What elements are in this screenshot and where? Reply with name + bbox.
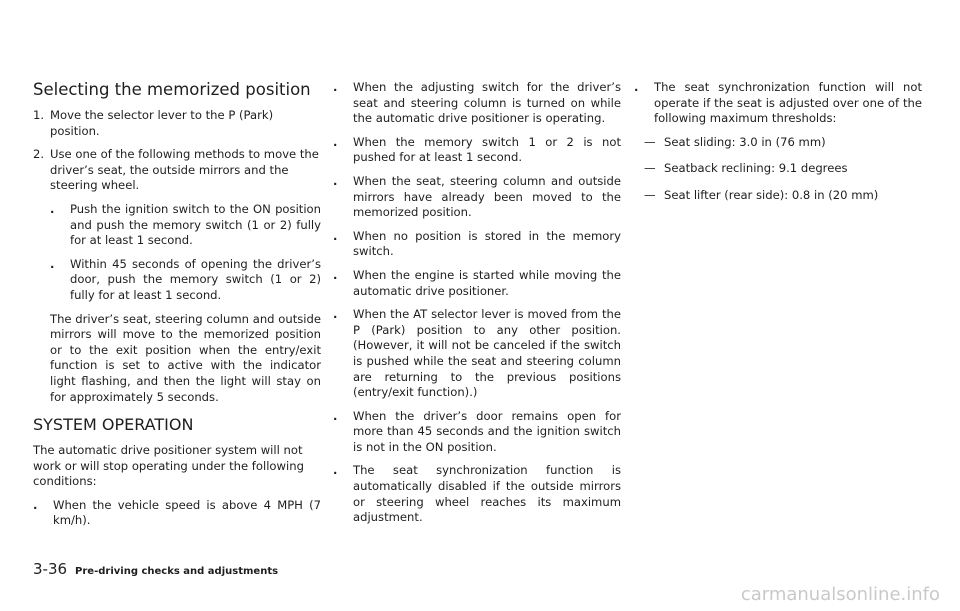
bullet-icon: . (333, 173, 338, 188)
list-item (333, 135, 621, 166)
dash-icon: — (644, 134, 656, 149)
list-item (333, 80, 621, 127)
bullet-icon: . (333, 228, 338, 243)
bullet-icon: . (333, 267, 338, 282)
dash-icon: — (644, 187, 656, 202)
list-item-text: When the engine is started while moving the automatic drive positioner. (353, 267, 621, 298)
step-number: 1. (33, 108, 45, 122)
bullet-icon: . (333, 307, 338, 322)
bullet-icon: . (333, 134, 338, 149)
list-item-text: The seat synchronization function is automatically disabled if the outside mirrors or steering wheel reaches its maximum adjustment. (353, 463, 621, 525)
list-item (333, 229, 621, 260)
threshold-item (644, 161, 922, 177)
step-text: Move the selector lever to the P (Park) position. (50, 108, 274, 138)
list-item-text: When the driver’s door remains open for more than 45 seconds and the ignition switch is not in the ON position. (353, 408, 621, 454)
threshold-text: Seat sliding: 3.0 in (76 mm) (664, 134, 826, 149)
chapter-title: Pre-driving checks and adjustments (75, 566, 279, 577)
section-heading-memorized-position: Selecting the memorized position (33, 80, 311, 99)
step-number: 2. (33, 147, 45, 162)
watermark: carmanualsonline.info (740, 584, 940, 605)
bullet-icon: . (33, 497, 38, 512)
threshold-text: Seatback reclining: 9.1 degrees (664, 161, 848, 176)
list-item-text: When the vehicle speed is above 4 MPH (7 km/h). (53, 497, 321, 528)
threshold-text: Seat lifter (rear side): 0.8 in (20 mm) (664, 187, 879, 202)
threshold-item (644, 135, 922, 151)
list-item (333, 409, 621, 456)
bullet-icon: . (333, 80, 338, 94)
right-column (634, 80, 922, 215)
list-item-text: When no position is stored in the memory switch. (353, 228, 621, 259)
list-item-text: Within 45 seconds of opening the driver’s door, push the memory switch (1 or 2) fully for at least 1 second. (70, 256, 321, 302)
step-text: Use one of the following methods to move the driver’s seat, the outside mirrors and the steering wheel. (50, 147, 319, 193)
left-column (33, 80, 321, 537)
list-item (333, 268, 621, 299)
step-2-methods (50, 202, 321, 304)
step-2 (33, 147, 321, 194)
conditions-intro: The automatic drive positioner system will not work or will stop operating under the following conditions: (33, 443, 304, 489)
bullet-icon: . (333, 408, 338, 423)
dash-icon: — (644, 161, 656, 176)
list-item (333, 174, 621, 221)
list-item-text: When the AT selector lever is moved from the P (Park) position to any other position. (However, it will not be canceled if the switch is pushed while the seat and steering column are returning to the previous positions (entry/exit function).) (353, 307, 621, 400)
bullet-icon: . (333, 463, 338, 478)
list-item (333, 307, 621, 401)
step-1 (33, 108, 321, 139)
list-item (50, 202, 321, 249)
list-item-text: The seat synchronization function will not operate if the seat is adjusted over one of the following maximum thresholds: (654, 80, 922, 126)
list-item (333, 463, 621, 525)
bullet-icon: . (634, 80, 639, 94)
list-item-text: When the adjusting switch for the driver’s seat and steering column is turned on while the automatic drive positioner is operating. (353, 80, 621, 126)
bullet-icon: . (50, 201, 55, 216)
bullet-icon: . (50, 256, 55, 271)
section-heading-system-operation: SYSTEM OPERATION (33, 415, 194, 435)
list-item-text: Push the ignition switch to the ON position and push the memory switch (1 or 2) fully for at least 1 second. (70, 201, 321, 248)
list-item-text: When the memory switch 1 or 2 is not pushed for at least 1 second. (353, 134, 621, 165)
page-footer (33, 560, 278, 578)
list-item (634, 80, 922, 127)
result-paragraph: The driver’s seat, steering column and outside mirrors will move to the memorized position or to the exit position when the entry/exit function is set to active with the indicator light flashing, and then the light will stay on for approximately 5 seconds. (50, 311, 321, 404)
list-item (50, 257, 321, 304)
list-item (33, 498, 321, 529)
list-item-text: When the seat, steering column and outside mirrors have already been moved to the memorized position. (353, 173, 621, 220)
threshold-item (644, 188, 922, 204)
page-number: 3-36 (33, 560, 68, 578)
middle-column (333, 80, 621, 534)
